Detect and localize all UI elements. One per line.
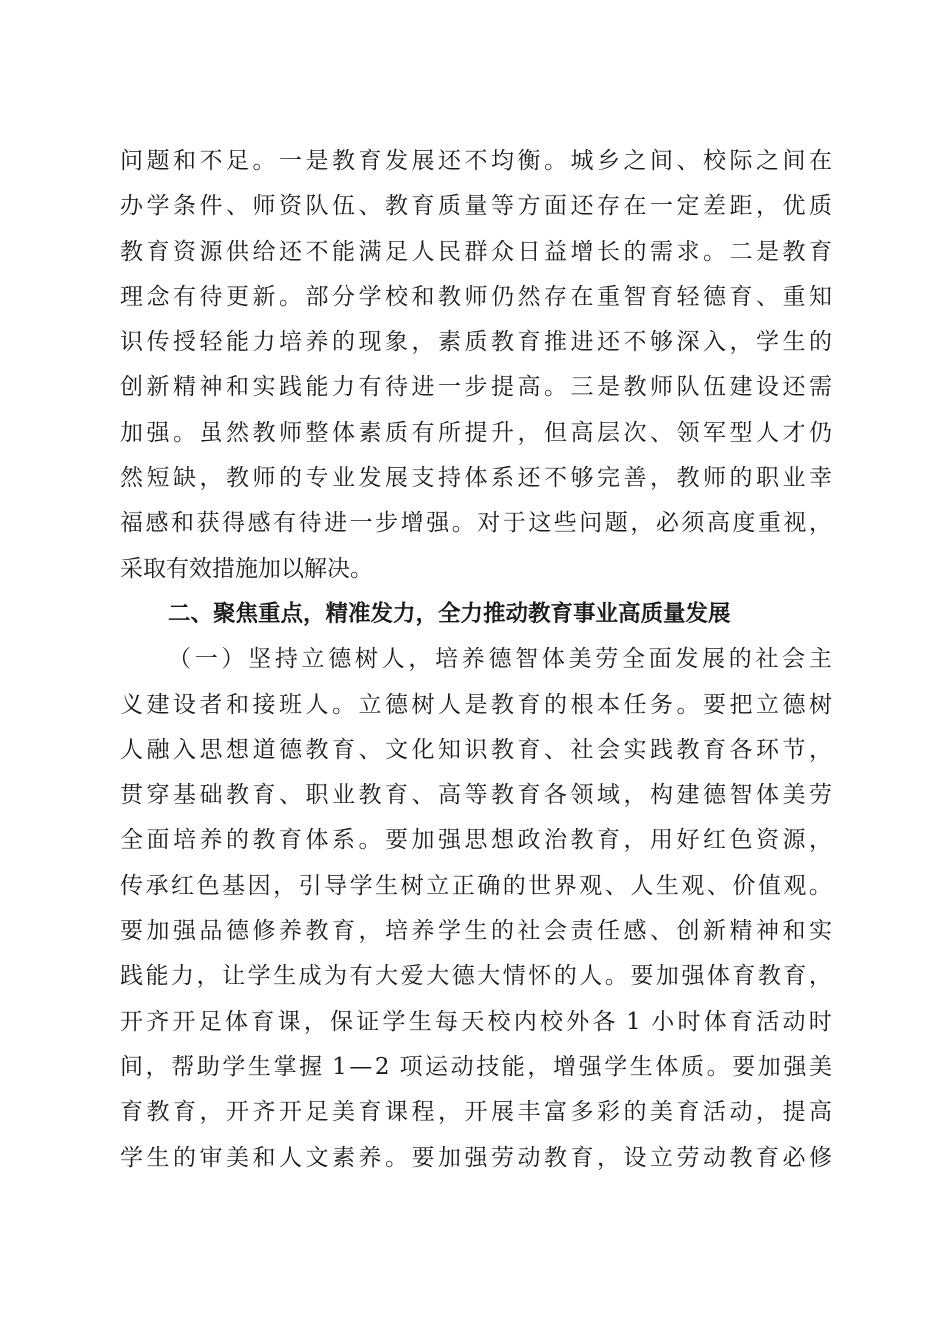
- section-heading-text: 二、聚焦重点，精准发力，全力推动教育事业高质量发展: [168, 600, 731, 627]
- text-line: 要 加 强 品 德 修 养 教 育 ， 培 养 学 生 的 社 会 责 任 感 、 创 新 精 神 和 实: [120, 918, 832, 945]
- text-line: 践 能 力 ， 让 学 生 成 为 有 大 爱 大 德 大 情 怀 的 人 。 要 加 强 体 育 教 育 ，: [120, 963, 832, 990]
- text-line: 义 建 设 者 和 接 班 人 。 立 德 树 人 是 教 育 的 根 本 任 务 。 要 把 立 德 树: [120, 691, 832, 718]
- text-line: 福 感 和 获 得 感 有 待 进 一 步 增 强 。 对 于 这 些 问 题 ， 必 须 高 度 重 视 ，: [120, 510, 832, 537]
- text-line: 教 育 资 源 供 给 还 不 能 满 足 人 民 群 众 日 益 增 长 的 需 求 。 二 是 教 育: [120, 238, 832, 265]
- text-line: 然 短 缺 ， 教 师 的 专 业 发 展 支 持 体 系 还 不 够 完 善 ， 教 师 的 职 业 幸: [120, 465, 832, 492]
- text-line: 问 题 和 不 足 。 一 是 教 育 发 展 还 不 均 衡 。 城 乡 之 间 、 校 际 之 间 在: [120, 148, 832, 174]
- text-line: 人 融 入 思 想 道 德 教 育 、 文 化 知 识 教 育 、 社 会 实 践 教 育 各 环 节 ，: [120, 736, 832, 763]
- text-line: 创 新 精 神 和 实 践 能 力 有 待 进 一 步 提 高 。 三 是 教 师 队 伍 建 设 还 需: [120, 374, 832, 401]
- text-line: 全 面 培 养 的 教 育 体 系 。 要 加 强 思 想 政 治 教 育 ， 用 好 红 色 资 源 ，: [120, 827, 832, 854]
- text-line: 办 学 条 件 、 师 资 队 伍 、 教 育 质 量 等 方 面 还 存 在 一 定 差 距 ， 优 质: [120, 193, 832, 220]
- text-line: 开 齐 开 足 体 育 课 ， 保 证 学 生 每 天 校 内 校 外 各 1 小 时 体 育 活 动 时: [120, 1008, 832, 1035]
- text-line: 育 教 育 ， 开 齐 开 足 美 育 课 程 ， 开 展 丰 富 多 彩 的 美 育 活 动 ， 提 高: [120, 1099, 832, 1126]
- paragraph-problems: [120, 139, 832, 592]
- text-line: 加 强 。 虽 然 教 师 整 体 素 质 有 所 提 升 ， 但 高 层 次 、 领 军 型 人 才 仍: [120, 419, 832, 446]
- text-line: 学 生 的 审 美 和 人 文 素 养 。 要 加 强 劳 动 教 育 ， 设 立 劳 动 教 育 必 修: [120, 1144, 832, 1171]
- paragraph-moral-education: [120, 637, 832, 1181]
- text-line: （ 一 ） 坚 持 立 德 树 人 ， 培 养 德 智 体 美 劳 全 面 发 展 的 社 会 主: [168, 646, 832, 673]
- section-heading: [120, 592, 832, 637]
- text-line: 识 传 授 轻 能 力 培 养 的 现 象 ， 素 质 教 育 推 进 还 不 够 深 入 ， 学 生 的: [120, 329, 832, 356]
- text-line: 采取有效措施加以解决。: [120, 555, 373, 582]
- text-line: 传 承 红 色 基 因 ， 引 导 学 生 树 立 正 确 的 世 界 观 、 人 生 观 、 价 值 观 。: [120, 872, 832, 899]
- text-line: 间 ， 帮 助 学 生 掌 握 1 — 2 项 运 动 技 能 ， 增 强 学 生 体 质 。 要 加 强 美: [120, 1053, 832, 1080]
- text-line: 理 念 有 待 更 新 。 部 分 学 校 和 教 师 仍 然 存 在 重 智 育 轻 德 育 、 重 知: [120, 283, 832, 310]
- document-page: [120, 139, 832, 1181]
- text-line: 贯 穿 基 础 教 育 、 职 业 教 育 、 高 等 教 育 各 领 域 ， 构 建 德 智 体 美 劳: [120, 782, 832, 809]
